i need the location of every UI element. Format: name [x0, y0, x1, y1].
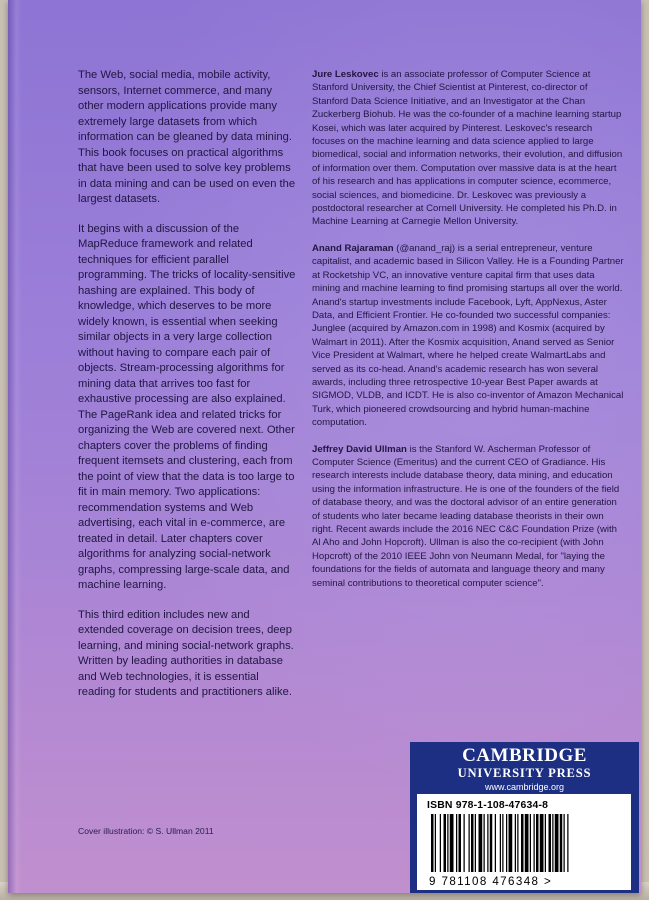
- description-paragraph-3: This third edition includes new and extended coverage on decision trees, deep learning, and mining social-network graphs. Written by leading authorities in database and Web technologies, it is essential reading for students and practitioners alike.: [78, 608, 294, 698]
- barcode-bar: [560, 814, 563, 872]
- barcode-bar: [469, 814, 470, 872]
- description-paragraph-2: It begins with a discussion of the MapReduce framework and related techniques for efficient parallel programming. The tricks of locality-sensitive hashing are explained. This body of knowledge, which deserves to be more widely known, is essential when seeking similar objects in a very large collection without having to compare each pair of objects. Stream-processing algorithms for mining data that arrives too fast for exhaustive processing are also explained. The PageRank idea and related tricks for organizing the Web are covered next. Other chapters cover the problems of finding frequent itemsets and clustering, each from the point of view that the data is too large to fit in main memory. Two applications: recommendation systems and Web advertising, each vital in e-commerce, are treated in detail. Later chapters cover algorithms for analyzing social-network graphs, compressing large-scale data, and machine learning.: [78, 222, 296, 591]
- barcode-bar: [555, 814, 559, 872]
- author-bio-text: (@anand_raj) is a serial entrepreneur, venture capitalist, and academic based in Silicon Valley. He is a Founding Partner at Rocketship VC, an innovative venture capital firm that uses data mining and machine learning to find promising startups all over the world. Anand's startup investments include Facebook, Lyft, AppNexus, Aster Data, and Efficient Frontier. He co-founded two successful companies: Junglee (acquired by Amazon.com in 1998) and Kosmix (acquired by Walmart in 2011). After the Kosmix acquisition, Anand served as Senior Vice President at Walmart, where he helped create WalmartLabs and served as its co-head. Anand's academic research has won several awards, including three retrospective 10-year Best Paper awards at SIGMOD, VLDB, and ICDT. He is also co-inventor of Amazon Mechanical Turk, which pioneered crowdsourcing and hybrid human-machine computation.: [312, 242, 624, 429]
- author-name: Anand Rajaraman: [312, 242, 394, 254]
- barcode-bar: [475, 814, 476, 872]
- book-back-cover: [8, 0, 641, 893]
- barcode-bar: [459, 814, 462, 872]
- barcode-bar: [479, 814, 483, 872]
- barcode-bar: [490, 814, 493, 872]
- barcode-bar: [450, 814, 454, 872]
- barcode-bar: [545, 814, 546, 872]
- barcode-bar: [509, 814, 513, 872]
- book-description: [78, 68, 296, 715]
- barcode-bar: [536, 814, 539, 872]
- author-name: Jeffrey David Ullman: [312, 443, 407, 455]
- barcode-bar: [495, 814, 496, 872]
- barcode-bar: [464, 814, 465, 872]
- barcode-bar: [502, 814, 503, 872]
- publisher-name: CAMBRIDGE: [462, 745, 587, 766]
- publisher-block: [410, 742, 639, 893]
- barcode-bar: [564, 814, 565, 872]
- barcode-bar: [540, 814, 544, 872]
- barcode-icon: [417, 814, 631, 876]
- description-paragraph-1: The Web, social media, mobile activity, sensors, Internet commerce, and many other modern applications provide many extremely large datasets from which information can be gleaned by data mining. This book focuses on practical algorithms that have been used to solve key problems in data mining and can be used on even the largest datasets.: [78, 69, 296, 205]
- author-bio-rajaraman: [312, 242, 624, 430]
- barcode-bar: [530, 814, 531, 872]
- barcode-bar: [456, 814, 457, 872]
- barcode-bar: [484, 814, 485, 872]
- barcode-bar: [506, 814, 507, 872]
- author-bios: [312, 68, 624, 603]
- publisher-logo: [410, 746, 639, 793]
- barcode-bar: [431, 814, 434, 872]
- author-bio-leskovec: [312, 68, 624, 229]
- barcode-digits: 9 781108 476348 >: [429, 875, 553, 888]
- barcode-bar: [517, 814, 518, 872]
- barcode-bar: [515, 814, 516, 872]
- isbn-barcode-panel: [417, 794, 631, 890]
- barcode-bar: [447, 814, 448, 872]
- author-bio-text: is the Stanford W. Ascherman Professor of Computer Science (Emeritus) and the current CEO of Gradiance. His research interests include database theory, data mining, and education using the information infrastructure. He is one of the founders of the field of database theory, and was the doctoral advisor of an entire generation of students who later became leading database theorists in their own right. Recent awards include the 2016 NEC C&C Foundation Prize (with Al Aho and John Hopcroft). Ullman is also the co-recipient (with John Hopcroft) of the 2010 IEEE John von Neumann Medal, for "laying the foundations for the fields of automata and language theory and many seminal contributions to theoretical computer science".: [312, 443, 620, 589]
- publisher-website: www.cambridge.org: [484, 782, 565, 792]
- isbn-label: ISBN 978-1-108-47634-8: [427, 800, 549, 811]
- spine-edge: [8, 0, 22, 893]
- barcode-bar: [549, 814, 552, 872]
- barcode-bar: [440, 814, 441, 872]
- barcode-bar: [500, 814, 501, 872]
- barcode-bar: [521, 814, 524, 872]
- barcode-bar: [487, 814, 488, 872]
- author-bio-ullman: [312, 443, 624, 590]
- barcode-bar: [471, 814, 474, 872]
- publisher-subtitle: UNIVERSITY PRESS: [457, 766, 592, 780]
- cover-illustration-credit: Cover illustration: © S. Ullman 2011: [78, 826, 214, 836]
- author-name: Jure Leskovec: [312, 69, 379, 80]
- barcode-bar: [552, 814, 553, 872]
- author-bio-text: is an associate professor of Computer Science at Stanford University, the Chief Scientist at Pinterest, co-director of Stanford Data Science Initiative, and an Investigator at the Chan Zuckerberg Biohub. He was the co-founder of a machine learning startup Kosei, which was later acquired by Pinterest. Leskovec's research focuses on the machine learning and data science applied to large biomedical, social and information networks, their evolution, and diffusion of information over them. Computation over massive data is at the heart of his research and has applications in computer science, ecommerce, social sciences, and biomedicine. Dr. Leskovec was previously a postdoctoral researcher at Cornell University. He completed his Ph.D. in Machine Learning at Carnegie Mellon University.: [312, 69, 623, 228]
- barcode-bar: [435, 814, 436, 872]
- barcode-bar: [567, 814, 568, 872]
- barcode-bar: [444, 814, 447, 872]
- barcode-bar: [534, 814, 535, 872]
- barcode-bar: [525, 814, 529, 872]
